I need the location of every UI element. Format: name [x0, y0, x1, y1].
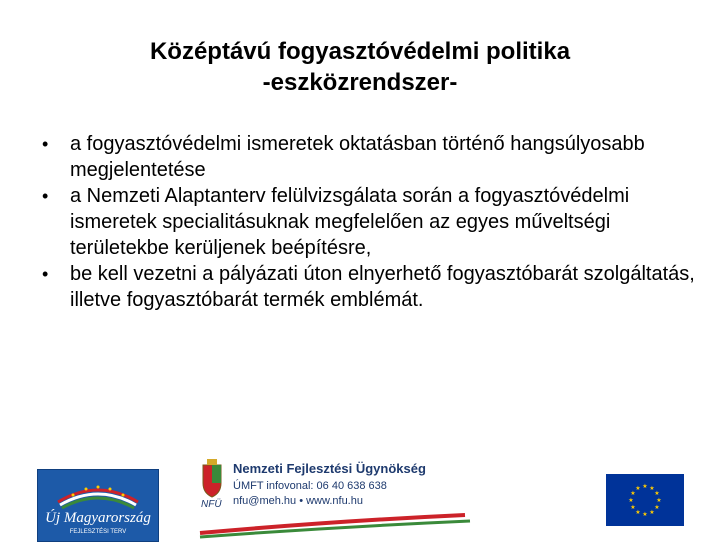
bullet-dot: • — [42, 134, 49, 154]
svg-text:★: ★ — [635, 509, 641, 516]
uj-magyarorszag-emblem — [38, 470, 158, 541]
uj-logo-sub-text: FEJLESZTÉSI TERV — [69, 529, 127, 535]
svg-text:★: ★ — [630, 490, 636, 497]
uj-magyarorszag-logo — [37, 469, 159, 542]
nfu-contact: nfu@meh.hu • www.nfu.hu — [233, 495, 363, 507]
eu-flag-icon — [606, 474, 684, 526]
svg-text:★: ★ — [628, 497, 634, 504]
title-line-1: Középtávú fogyasztóvédelmi politika — [149, 38, 571, 65]
bullet-dot: • — [42, 186, 49, 206]
svg-text:★: ★ — [649, 509, 655, 516]
svg-text:★: ★ — [630, 504, 636, 511]
uj-logo-main-text: Új Magyarország — [45, 510, 151, 526]
svg-text:★: ★ — [649, 485, 655, 492]
nfu-name: Nemzeti Fejlesztési Ügynökség — [233, 461, 426, 476]
nfu-infoline: ÚMFT infovonal: 06 40 638 638 — [233, 480, 387, 492]
nfu-badge: NFÜ — [201, 499, 222, 510]
bullet-item — [40, 131, 700, 183]
svg-text:★: ★ — [635, 485, 641, 492]
svg-text:★: ★ — [642, 483, 648, 490]
title-line-2: -eszközrendszer- — [262, 69, 458, 96]
svg-text:★: ★ — [642, 511, 648, 518]
svg-text:★: ★ — [654, 504, 660, 511]
eu-stars — [606, 474, 684, 526]
bullet-text: a fogyasztóvédelmi ismeretek oktatásban történő hangsúlyosabb megjelentetése — [70, 133, 645, 181]
svg-text:★: ★ — [656, 497, 662, 504]
bullet-text: a Nemzeti Alaptanterv felülvizsgálata során a fogyasztóvédelmi ismeretek specialitásuknak megfelelően az egyes műveltségi területekbe kerüljenek beépítésre, — [70, 185, 630, 259]
bullet-text: be kell vezetni a pályázati úton elnyerhető fogyasztóbarát szolgáltatás, illetve fogyasztóbarát termék emblémát. — [70, 263, 695, 311]
nfu-logo — [195, 455, 485, 540]
bullet-list — [40, 131, 700, 313]
bullet-item — [40, 183, 700, 261]
bullet-item — [40, 261, 700, 313]
bullet-dot: • — [42, 264, 49, 284]
slide-title — [0, 36, 720, 98]
svg-text:★: ★ — [654, 490, 660, 497]
